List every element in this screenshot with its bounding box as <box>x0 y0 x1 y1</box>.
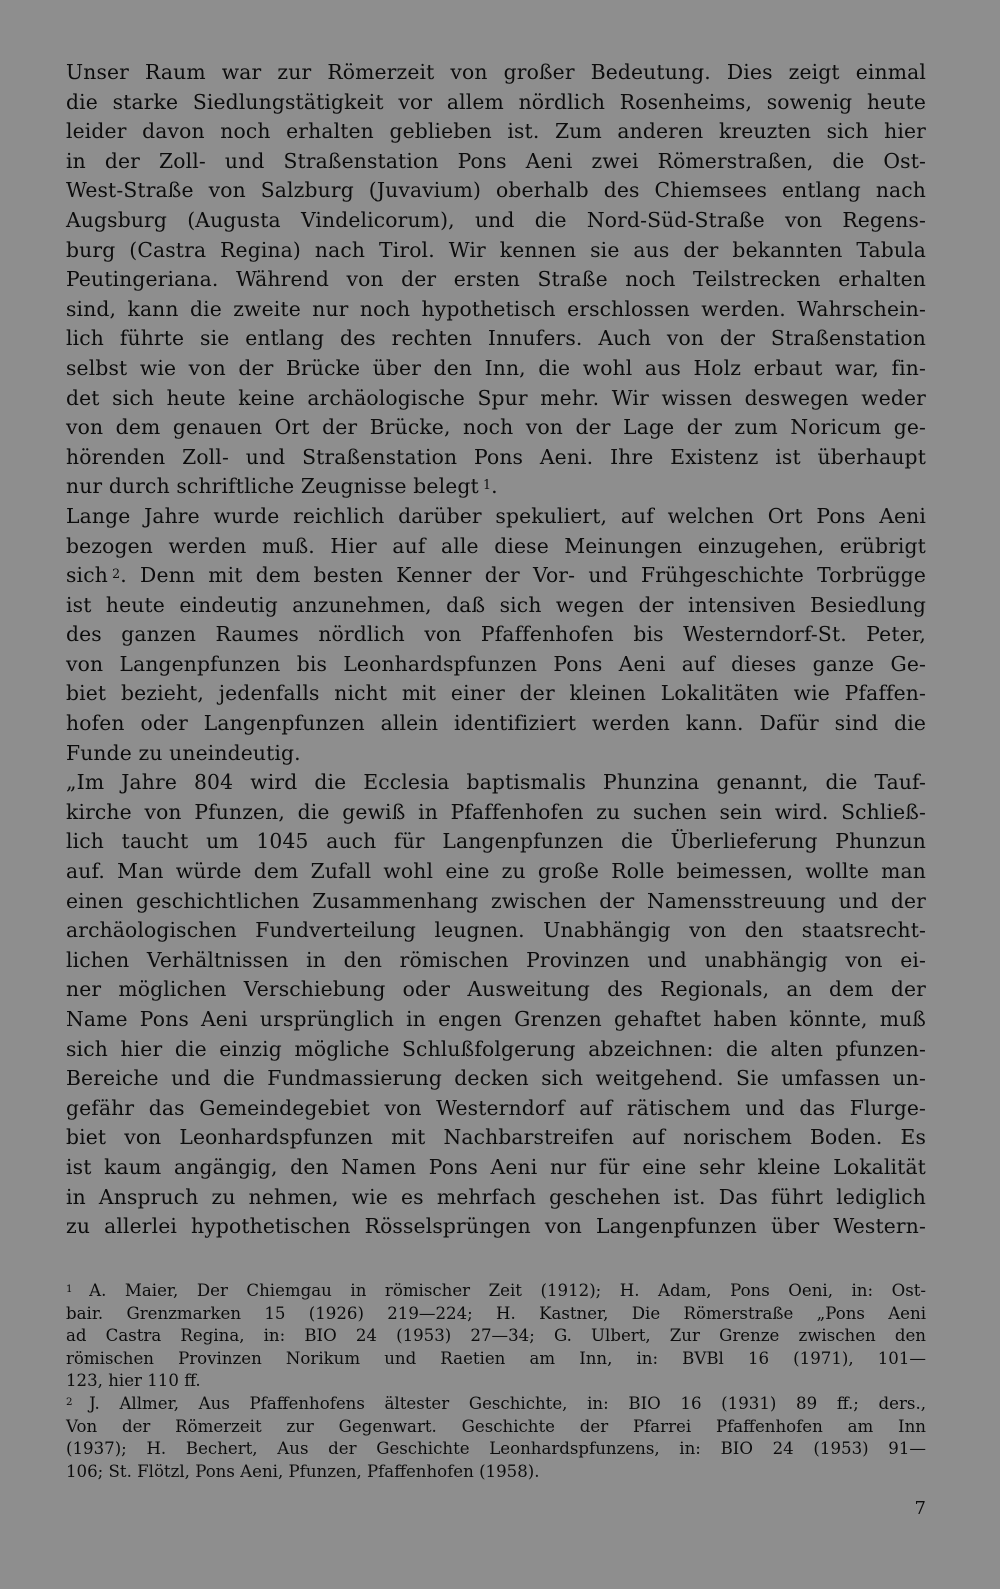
footnote-text: A. Maier, Der Chiemgau in römischer Zeit (1912); H. Adam, Pons Oeni, in: Ost- <box>89 1281 926 1300</box>
text-line: Lange Jahre wurde reichlich darüber spekuliert, auf welchen Ort Pons Aeni <box>66 503 926 528</box>
footnote-reference-1: 1 <box>483 476 492 492</box>
paragraph-2 <box>66 502 926 768</box>
footnotes <box>66 1280 926 1483</box>
text-line: biet bezieht, jedenfalls nicht mit einer der kleinen Lokalitäten wie Pfaffen- <box>66 681 926 706</box>
text-line: von dem genauen Ort der Brücke, noch von der Lage der zum Noricum ge- <box>66 415 926 440</box>
text-line: lich taucht um 1045 auch für Langenpfunzen die Überlieferung Phunzun <box>66 829 926 854</box>
main-text <box>66 58 926 1242</box>
footnote-marker: 1 <box>66 1283 73 1296</box>
footnote-1 <box>66 1280 926 1393</box>
text-line <box>66 561 926 591</box>
footnote-line: 106; St. Flötzl, Pons Aeni, Pfunzen, Pfaffenhofen (1958). <box>66 1461 540 1481</box>
footnote-marker: 2 <box>66 1396 73 1409</box>
text-line: gefähr das Gemeindegebiet von Westerndorf auf rätischem und das Flurge- <box>66 1095 926 1120</box>
paragraph-3-quotation <box>66 768 926 1242</box>
footnote-2 <box>66 1393 926 1483</box>
footnote-line: römischen Provinzen Norikum und Raetien am Inn, in: BVBl 16 (1971), 101— <box>66 1348 926 1368</box>
text-line: lichen Verhältnissen in den römischen Provinzen und unabhängig von ei- <box>66 947 926 972</box>
text-line-content: nur durch schriftliche Zeugnisse belegt <box>66 474 479 499</box>
footnote-line: bair. Grenzmarken 15 (1926) 219—224; H. Kastner, Die Römerstraße „Pons Aeni <box>66 1303 926 1323</box>
page-number: 7 <box>914 1498 926 1519</box>
text-line: in der Zoll- und Straßenstation Pons Aeni zwei Römerstraßen, die Ost- <box>66 148 926 173</box>
text-line: ist kaum angängig, den Namen Pons Aeni nur für eine sehr kleine Lokalität <box>66 1154 926 1179</box>
text-line: leider davon noch erhalten geblieben ist. Zum anderen kreuzten sich hier <box>66 119 926 144</box>
text-line: hörenden Zoll- und Straßenstation Pons Aeni. Ihre Existenz ist überhaupt <box>66 444 926 469</box>
footnote-line: (1937); H. Bechert, Aus der Geschichte Leonhardspfunzens, in: BIO 24 (1953) 91— <box>66 1439 926 1459</box>
text-line: kirche von Pfunzen, die gewiß in Pfaffenhofen zu suchen sein wird. Schließ- <box>66 799 926 824</box>
text-line: lich führte sie entlang des rechten Innufers. Auch von der Straßenstation <box>66 326 926 351</box>
text-line: det sich heute keine archäologische Spur mehr. Wir wissen deswegen weder <box>66 385 926 410</box>
text-line-punctuation: . <box>491 474 498 499</box>
text-line: hofen oder Langenpfunzen allein identifiziert werden kann. Dafür sind die <box>66 711 926 736</box>
text-line: ner möglichen Verschiebung oder Ausweitung des Regionals, an dem der <box>66 977 926 1002</box>
text-line: von Langenpfunzen bis Leonhardspfunzen Pons Aeni auf dieses ganze Ge- <box>66 651 926 676</box>
text-line: ist heute eindeutig anzunehmen, daß sich wegen der intensiven Besiedlung <box>66 592 926 617</box>
text-line: sind, kann die zweite nur noch hypothetisch erschlossen werden. Wahrschein- <box>66 296 926 321</box>
text-line: auf. Man würde dem Zufall wohl eine zu große Rolle beimessen, wollte man <box>66 859 926 884</box>
book-page <box>66 58 926 1548</box>
text-line: einen geschichtlichen Zusammenhang zwischen der Namensstreuung und der <box>66 888 926 913</box>
text-line: archäologischen Fundverteilung leugnen. Unabhängig von den staatsrecht- <box>66 918 926 943</box>
text-line: Unser Raum war zur Römerzeit von großer Bedeutung. Dies zeigt einmal <box>66 60 926 84</box>
text-line: selbst wie von der Brücke über den Inn, die wohl aus Holz erbaut war, fin- <box>66 355 926 380</box>
text-line: biet von Leonhardspfunzen mit Nachbarstreifen auf norischem Boden. Es <box>66 1125 926 1150</box>
footnote-line: Von der Römerzeit zur Gegenwart. Geschichte der Pfarrei Pfaffenhofen am Inn <box>66 1416 926 1436</box>
paragraph-1 <box>66 58 926 502</box>
footnote-reference-2: 2 <box>112 565 121 581</box>
text-line: die starke Siedlungstätigkeit vor allem nördlich Rosenheims, sowenig heute <box>66 89 926 114</box>
footnote-line <box>66 1280 926 1303</box>
text-line: „Im Jahre 804 wird die Ecclesia baptismalis Phunzina genannt, die Tauf- <box>66 770 926 795</box>
footnote-text: J. Allmer, Aus Pfaffenhofens ältester Geschichte, in: BIO 16 (1931) 89 ff.; ders., <box>89 1393 926 1413</box>
text-line: sich hier die einzig mögliche Schlußfolgerung abzeichnen: die alten pfunzen- <box>66 1036 926 1061</box>
footnote-line: 123, hier 110 ff. <box>66 1371 201 1391</box>
text-line: des ganzen Raumes nördlich von Pfaffenhofen bis Westerndorf-St. Peter, <box>66 622 926 647</box>
text-line: Peutingeriana. Während von der ersten Straße noch Teilstrecken erhalten <box>66 267 926 292</box>
text-line: bezogen werden muß. Hier auf alle diese Meinungen einzugehen, erübrigt <box>66 533 926 558</box>
footnote-line <box>66 1393 926 1416</box>
text-line: Funde zu uneindeutig. <box>66 740 301 765</box>
text-line <box>66 472 926 502</box>
footnote-line: ad Castra Regina, in: BIO 24 (1953) 27—34; G. Ulbert, Zur Grenze zwischen den <box>66 1326 926 1346</box>
text-line-content: . Denn mit dem besten Kenner der Vor- und Frühgeschichte Torbrügge <box>120 563 926 588</box>
text-line: in Anspruch zu nehmen, wie es mehrfach geschehen ist. Das führt lediglich <box>66 1184 926 1209</box>
text-line: Name Pons Aeni ursprünglich in engen Grenzen gehaftet haben könnte, muß <box>66 1007 926 1031</box>
text-line: West-Straße von Salzburg (Juvavium) oberhalb des Chiemsees entlang nach <box>66 178 926 203</box>
text-line: zu allerlei hypothetischen Rösselsprüngen von Langenpfunzen über Western- <box>66 1214 926 1239</box>
text-line-content: sich <box>66 563 108 588</box>
text-line: Bereiche und die Fundmassierung decken sich weitgehend. Sie umfassen un- <box>66 1066 926 1091</box>
text-line: Augsburg (Augusta Vindelicorum), und die Nord-Süd-Straße von Regens- <box>66 207 926 232</box>
text-line: burg (Castra Regina) nach Tirol. Wir kennen sie aus der bekannten Tabula <box>66 237 926 262</box>
